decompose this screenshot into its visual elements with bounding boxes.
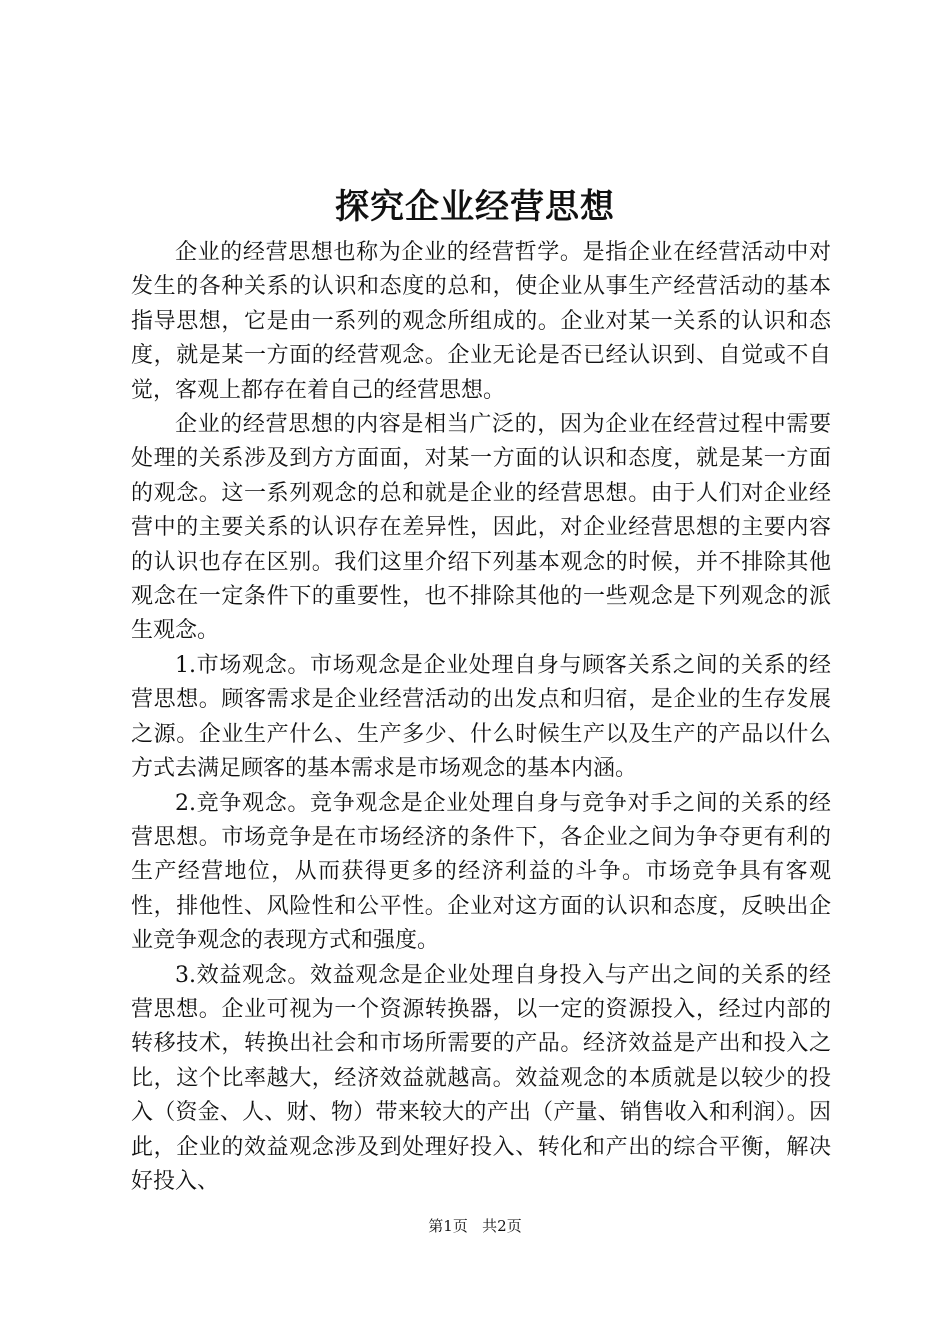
paragraph-content-scope: 企业的经营思想的内容是相当广泛的，因为企业在经营过程中需要处理的关系涉及到方方面面，对某一方面的认识和态度，就是某一方面的观念。这一系列观念的总和就是企业的经营思想。由于人们对企业经营中的主要关系的认识存在差异性，因此，对企业经营思想的主要内容的认识也存在区别。我们这里介绍下列基本观念的时候，并不排除其他观念在一定条件下的重要性，也不排除其他的一些观念是下列观念的派生观念。 xyxy=(131,412,831,644)
document-body xyxy=(131,236,831,1199)
page-separator xyxy=(473,1217,478,1235)
page-number: 第1页 xyxy=(428,1217,468,1235)
paragraph-competition-concept: 2.竞争观念。竞争观念是企业处理自身与竞争对手之间的关系的经营思想。市场竞争是在市场经济的条件下，各企业之间为争夺更有利的生产经营地位，从而获得更多的经济利益的斗争。市场竞争具有客观性，排他性、风险性和公平性。企业对这方面的认识和态度，反映出企业竞争观念的表现方式和强度。 xyxy=(131,790,831,954)
total-pages: 共2页 xyxy=(482,1217,522,1235)
document-title: 探究企业经营思想 xyxy=(335,187,615,227)
paragraph-market-concept: 1.市场观念。市场观念是企业处理自身与顾客关系之间的关系的经营思想。顾客需求是企业经营活动的出发点和归宿，是企业的生存发展之源。企业生产什么、生产多少、什么时候生产以及生产的产品以什么方式去满足顾客的基本需求是市场观念的基本内涵。 xyxy=(131,652,831,782)
paragraph-efficiency-concept: 3.效益观念。效益观念是企业处理自身投入与产出之间的关系的经营思想。企业可视为一个资源转换器，以一定的资源投入，经过内部的转移技术，转换出社会和市场所需要的产品。经济效益是产出和投入之比，这个比率越大，经济效益就越高。效益观念的本质就是以较少的投入（资金、人、财、物）带来较大的产出（产量、销售收入和利润）。因此，企业的效益观念涉及到处理好投入、转化和产出的综合平衡，解决好投入、 xyxy=(131,962,831,1194)
paragraph-intro: 企业的经营思想也称为企业的经营哲学。是指企业在经营活动中对发生的各种关系的认识和态度的总和，使企业从事生产经营活动的基本指导思想，它是由一系列的观念所组成的。企业对某一关系的认识和态度，就是某一方面的经营观念。企业无论是否已经认识到、自觉或不自觉，客观上都存在着自己的经营思想。 xyxy=(131,240,831,403)
page-footer xyxy=(0,1216,950,1236)
